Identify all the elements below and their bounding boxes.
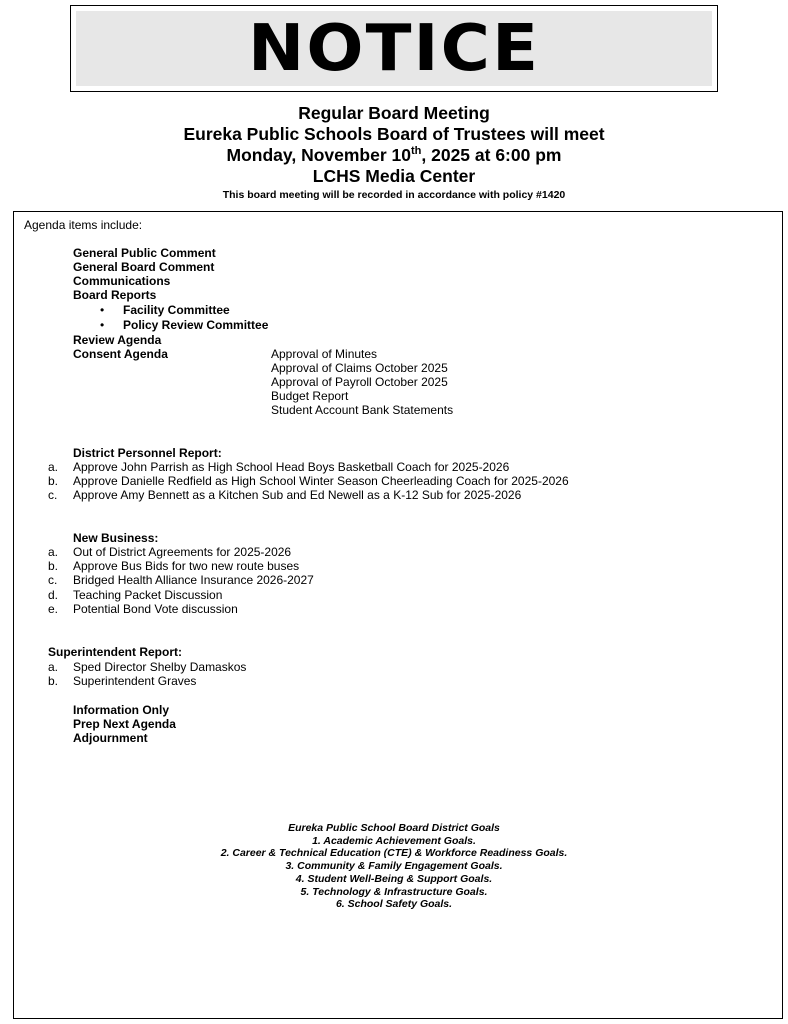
list-letter: a.: [48, 460, 59, 474]
list-letter: c.: [48, 573, 58, 587]
list-letter: b.: [48, 559, 59, 573]
agenda-item-general-public-comment: General Public Comment: [73, 246, 216, 260]
recording-note: This board meeting will be recorded in accordance with policy #1420: [222, 189, 566, 201]
personnel-item: Approve Danielle Redfield as High School Winter Season Cheerleading Coach for 2025-2026: [73, 474, 569, 488]
goal-item: 1. Academic Achievement Goals.: [312, 834, 476, 847]
list-letter: a.: [48, 660, 59, 674]
new-business-item: Teaching Packet Discussion: [73, 588, 223, 602]
notice-banner: [70, 5, 718, 92]
personnel-item: Approve Amy Bennett as a Kitchen Sub and Ed Newell as a K-12 Sub for 2025-2026: [73, 488, 522, 502]
agenda-item-board-reports: Board Reports: [73, 288, 157, 302]
goal-item: 4. Student Well-Being & Support Goals.: [295, 872, 493, 885]
agenda-item-consent-agenda: Consent Agenda: [73, 347, 168, 361]
superintendent-heading: Superintendent Report:: [48, 645, 182, 659]
meeting-date-rest: , 2025 at 6:00 pm: [421, 145, 562, 165]
list-letter: b.: [48, 674, 59, 688]
agenda-item-communications: Communications: [73, 274, 171, 288]
goal-item: 6. School Safety Goals.: [335, 898, 453, 911]
meeting-date-suffix: th: [410, 145, 422, 158]
agenda-item-general-board-comment: General Board Comment: [73, 260, 215, 274]
board-report-item: Facility Committee: [123, 303, 230, 317]
notice-banner-fill: [76, 11, 712, 86]
goals-heading: Eureka Public School Board District Goals: [288, 822, 500, 834]
consent-item: Student Account Bank Statements: [271, 403, 454, 417]
goal-item: 2. Career & Technical Education (CTE) & Workforce Readiness Goals.: [220, 847, 568, 860]
personnel-heading: District Personnel Report:: [73, 446, 222, 460]
bullet-icon: •: [100, 303, 105, 317]
new-business-item: Bridged Health Alliance Insurance 2026-2027: [73, 573, 314, 587]
meeting-location: LCHS Media Center: [312, 166, 476, 186]
new-business-item: Out of District Agreements for 2025-2026: [73, 545, 292, 559]
meeting-header: [0, 103, 788, 202]
agenda-intro: Agenda items include:: [24, 218, 143, 232]
list-letter: c.: [48, 488, 58, 502]
goal-item: 5. Technology & Infrastructure Goals.: [300, 885, 488, 898]
superintendent-item: Sped Director Shelby Damaskos: [73, 660, 247, 674]
agenda-item-review-agenda: Review Agenda: [73, 333, 162, 347]
consent-item: Approval of Claims October 2025: [271, 361, 448, 375]
agenda-item-adjournment: Adjournment: [73, 731, 148, 745]
bullet-icon: •: [100, 318, 105, 332]
meeting-date: [0, 145, 788, 166]
meeting-body: Eureka Public Schools Board of Trustees will meet: [183, 124, 605, 144]
list-letter: b.: [48, 474, 59, 488]
consent-item: Budget Report: [271, 389, 349, 403]
district-goals: [0, 822, 788, 911]
new-business-item: Potential Bond Vote discussion: [73, 602, 238, 616]
notice-title: NOTICE: [247, 11, 541, 86]
list-letter: a.: [48, 545, 59, 559]
new-business-heading: New Business:: [73, 531, 159, 545]
goal-item: 3. Community & Family Engagement Goals.: [285, 860, 503, 873]
new-business-item: Approve Bus Bids for two new route buses: [73, 559, 300, 573]
list-letter: e.: [48, 602, 59, 616]
agenda-item-prep-next-agenda: Prep Next Agenda: [73, 717, 176, 731]
list-letter: d.: [48, 588, 59, 602]
board-report-item: Policy Review Committee: [123, 318, 269, 332]
consent-item: Approval of Minutes: [271, 347, 378, 361]
consent-item: Approval of Payroll October 2025: [271, 375, 448, 389]
superintendent-item: Superintendent Graves: [73, 674, 197, 688]
meeting-date-prefix: Monday, November 10: [226, 145, 411, 165]
agenda-item-information-only: Information Only: [73, 703, 169, 717]
personnel-item: Approve John Parrish as High School Head Boys Basketball Coach for 2025-2026: [73, 460, 510, 474]
meeting-type: Regular Board Meeting: [298, 103, 490, 123]
